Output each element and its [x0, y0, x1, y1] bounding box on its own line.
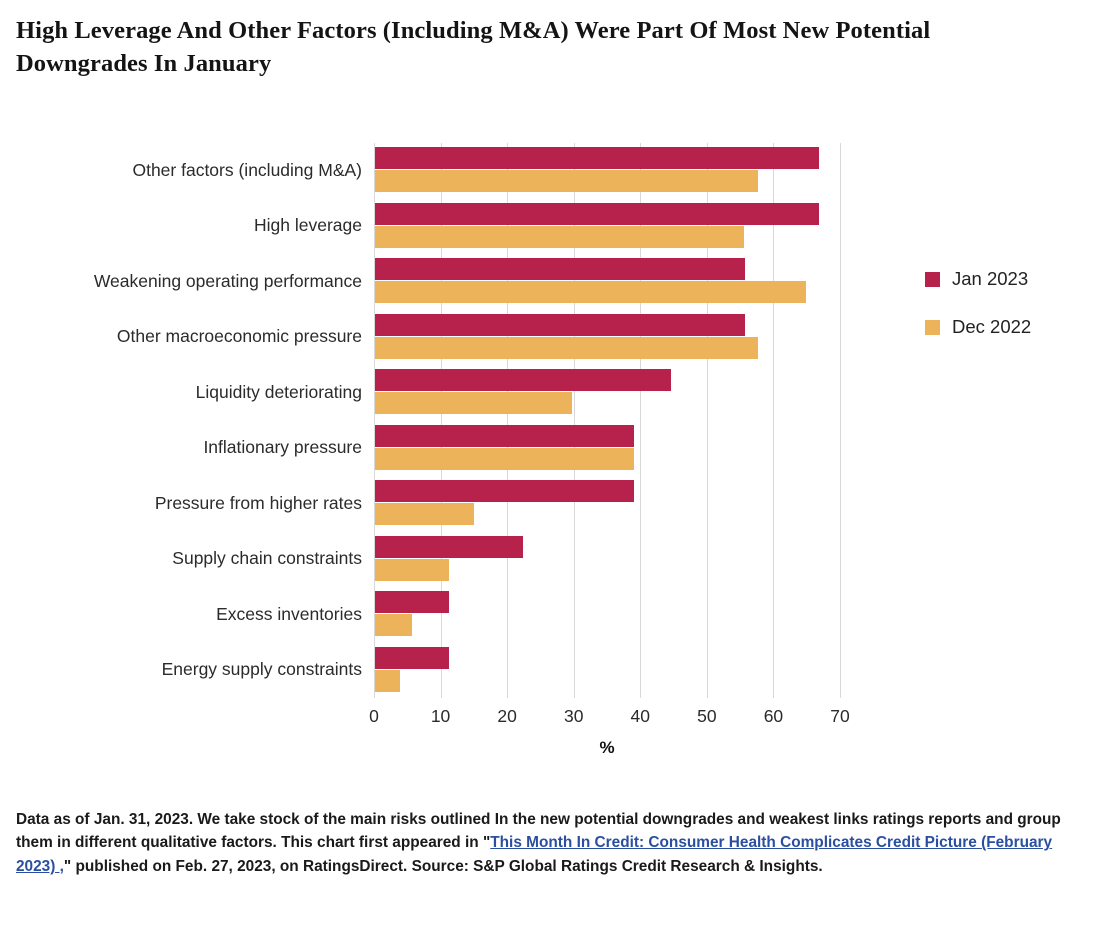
bar-group [374, 365, 840, 421]
bar[interactable] [375, 425, 634, 447]
x-tick-label: 10 [430, 706, 451, 726]
bar[interactable] [375, 670, 400, 692]
bar-group [374, 310, 840, 366]
category-label: Excess inventories [216, 603, 362, 624]
legend-label: Jan 2023 [952, 268, 1029, 289]
x-tick-label: 40 [630, 706, 651, 726]
bar[interactable] [375, 369, 671, 391]
chart-legend [925, 268, 1031, 364]
bar[interactable] [375, 337, 758, 359]
bar[interactable] [375, 480, 634, 502]
x-tick-label: 0 [369, 706, 379, 726]
category-label: Pressure from higher rates [154, 492, 362, 513]
bar[interactable] [375, 392, 572, 414]
legend-label: Dec 2022 [952, 316, 1032, 337]
bar-group [374, 643, 840, 699]
x-tick-label: 30 [563, 706, 584, 726]
x-tick-label: 60 [763, 706, 784, 726]
x-tick-label: 50 [697, 706, 717, 726]
plot-area [374, 143, 840, 698]
bar-group [374, 532, 840, 588]
footnote-link[interactable]: This Month In Credit: Consumer Health Complicates Credit Picture (February 2023) , [16, 834, 1053, 875]
bar[interactable] [375, 170, 758, 192]
page-title: High Leverage And Other Factors (Including M&A) Were Part Of Most New Potential Downgrades In January [16, 17, 931, 78]
bar[interactable] [375, 281, 806, 303]
category-label: Other factors (including M&A) [132, 159, 362, 180]
category-label: Energy supply constraints [161, 659, 362, 680]
bar[interactable] [375, 203, 819, 225]
category-label: Inflationary pressure [203, 437, 362, 458]
bar-group [374, 143, 840, 199]
bar[interactable] [375, 536, 523, 558]
category-label: Liquidity deteriorating [195, 381, 362, 402]
x-tick-label: 70 [830, 706, 850, 726]
bar-group [374, 587, 840, 643]
bar[interactable] [375, 226, 744, 248]
bar[interactable] [375, 647, 449, 669]
footnote-text-part1: Data as of Jan. 31, 2023. We take stock of the main risks outlined In the new potential downgrades and weakest links ratings reports and group them in different qualitative factors. This chart first appeared in " [16, 811, 1061, 852]
bar-group [374, 476, 840, 532]
bar-group [374, 199, 840, 255]
legend-swatch-jan-2023 [925, 272, 940, 287]
bar[interactable] [375, 258, 745, 280]
footnote-text-part2: " published on Feb. 27, 2023, on RatingsDirect. Source: S&P Global Ratings Credit Research & Insights. [63, 857, 823, 875]
x-axis-title: % [599, 738, 615, 757]
bar[interactable] [375, 147, 819, 169]
gridline [840, 143, 841, 698]
bar[interactable] [375, 503, 474, 525]
bar[interactable] [375, 314, 745, 336]
bar[interactable] [375, 559, 449, 581]
category-label: Weakening operating performance [93, 270, 362, 291]
category-label: Other macroeconomic pressure [116, 326, 362, 347]
category-label: High leverage [254, 215, 362, 236]
bar-group [374, 254, 840, 310]
legend-item[interactable] [925, 316, 1031, 338]
footnote [16, 808, 1062, 878]
x-tick-label: 20 [497, 706, 517, 726]
category-label: Supply chain constraints [172, 548, 362, 569]
bar[interactable] [375, 591, 449, 613]
bar[interactable] [375, 448, 634, 470]
bar-group [374, 421, 840, 477]
bar[interactable] [375, 614, 412, 636]
legend-swatch-dec-2022 [925, 320, 940, 335]
legend-item[interactable] [925, 268, 1031, 290]
chart-container [0, 118, 1096, 778]
